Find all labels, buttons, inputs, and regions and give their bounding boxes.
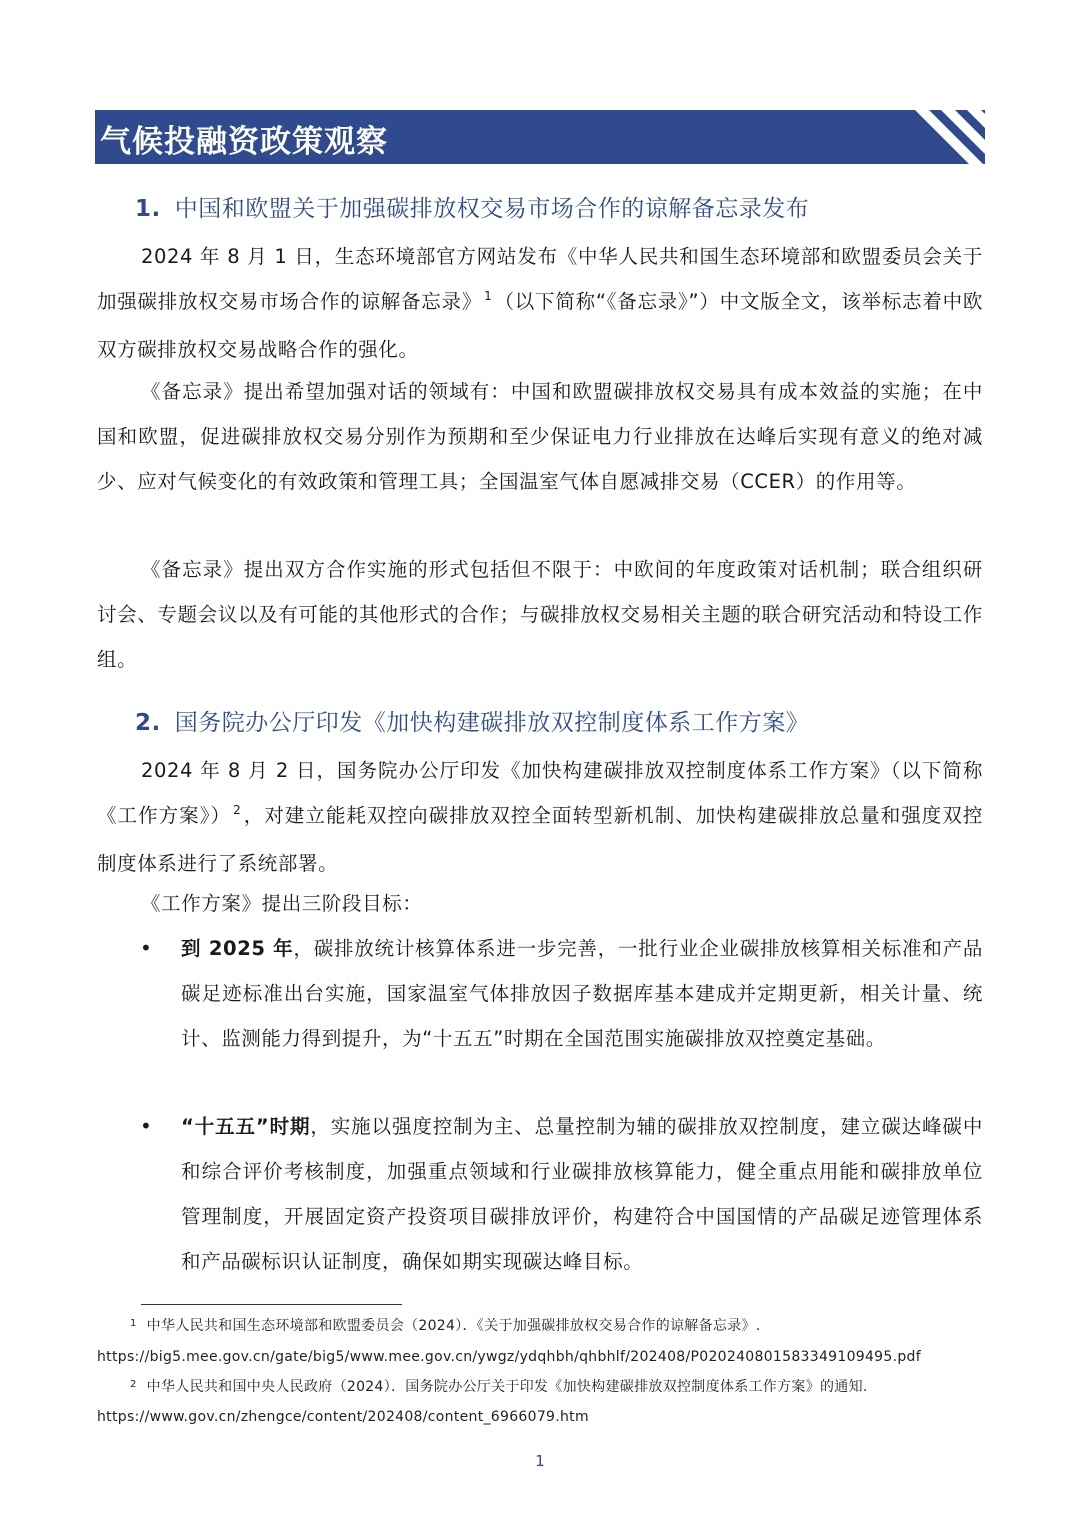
banner-title: 气候投融资政策观察: [100, 124, 388, 160]
section-1-number: 1.: [135, 196, 161, 222]
paragraph-text: 2024 年 8 月 2 日，国务院办公厅印发《加快构建碳排放双控制度体系工作方案》（以下简称《工作方案》）: [97, 759, 983, 827]
footnote-2-text: 中华人民共和国中央人民政府（2024）．国务院办公厅关于印发《加快构建碳排放双控制度体系工作方案》的通知.: [146, 1379, 868, 1395]
page-number: 1: [535, 1452, 545, 1470]
footnote-1-text: 中华人民共和国生态环境部和欧盟委员会（2024）．《关于加强碳排放权交易合作的谅解备忘录》.: [146, 1318, 761, 1334]
section-2-heading: [135, 704, 809, 737]
banner-stripes-decoration: [905, 110, 985, 164]
paragraph-text: 2024 年 8 月 1 日，生态环境部官方网站发布《中华人民共和国生态环境部和欧盟委员会关于加强碳排放权交易市场合作的谅解备忘录》: [97, 245, 983, 313]
section-1-title: 中国和欧盟关于加强碳排放权交易市场合作的谅解备忘录发布: [174, 196, 810, 222]
paragraph-text: （以下简称“《备忘录》”）中文版全文，该举标志着中欧双方碳排放权交易战略合作的强化。: [97, 290, 983, 361]
section-1-heading: [135, 190, 809, 223]
bullet-bold-lead: 到 2025 年: [181, 937, 294, 960]
paragraph-text: ，对建立能耗双控向碳排放双控全面转型新机制、加快构建碳排放总量和强度双控制度体系进行了系统部署。: [97, 804, 983, 875]
section-2-paragraph-2: 《工作方案》提出三阶段目标：: [141, 892, 423, 915]
section-2-title: 国务院办公厅印发《加快构建碳排放双控制度体系工作方案》: [174, 710, 810, 736]
bullet-bold-lead: “十五五”时期: [181, 1115, 311, 1138]
bullet-body: ，实施以强度控制为主、总量控制为辅的碳排放双控制度，建立碳达峰碳中和综合评价考核制度，加强重点领域和行业碳排放核算能力，健全重点用能和碳排放单位管理制度，开展固定资产投资项目碳排放评价，构建符合中国国情的产品碳足迹管理体系和产品碳标识认证制度，确保如期实现碳达峰目标。: [181, 1115, 983, 1273]
footnote-2-line-1: [130, 1376, 868, 1400]
section-1-paragraph-1: [97, 234, 983, 372]
bullet-body: ，碳排放统计核算体系进一步完善，一批行业企业碳排放核算相关标准和产品碳足迹标准出台实施，国家温室气体排放因子数据库基本建成并定期更新，相关计量、统计、监测能力得到提升，为“十五五”时期在全国范围实施碳排放双控奠定基础。: [181, 937, 983, 1050]
section-banner: [95, 110, 985, 164]
bullet-icon: •: [140, 1114, 152, 1138]
footnote-2-url[interactable]: https://www.gov.cn/zhengce/content/202408/content_6966079.htm: [97, 1409, 589, 1425]
footnote-ref-2[interactable]: 2: [233, 803, 242, 817]
bullet-text: [181, 1104, 983, 1284]
section-2-paragraph-1: [97, 748, 983, 886]
section-2-number: 2.: [135, 710, 161, 736]
bullet-text: [181, 926, 983, 1061]
section-1-paragraph-3: 《备忘录》提出双方合作实施的形式包括但不限于：中欧间的年度政策对话机制；联合组织研讨会、专题会议以及有可能的其他形式的合作；与碳排放权交易相关主题的联合研究活动和特设工作组。: [97, 558, 983, 671]
footnote-2-mark: 2: [130, 1379, 137, 1390]
footnote-divider: [141, 1304, 402, 1305]
section-1-paragraph-2: 《备忘录》提出希望加强对话的领域有：中国和欧盟碳排放权交易具有成本效益的实施；在中国和欧盟，促进碳排放权交易分别作为预期和至少保证电力行业排放在达峰后实现有意义的绝对减少、应对气候变化的有效政策和管理工具；全国温室气体自愿减排交易（CCER）的作用等。: [97, 380, 983, 493]
footnote-1-mark: 1: [130, 1318, 137, 1329]
footnote-ref-1[interactable]: 1: [484, 289, 493, 303]
footnote-1-url[interactable]: https://big5.mee.gov.cn/gate/big5/www.mee.gov.cn/ywgz/ydqhbh/qhbhlf/202408/P020240801583349109495.pdf: [97, 1349, 921, 1365]
footnote-1-line-1: [130, 1315, 761, 1339]
bullet-icon: •: [140, 936, 152, 960]
